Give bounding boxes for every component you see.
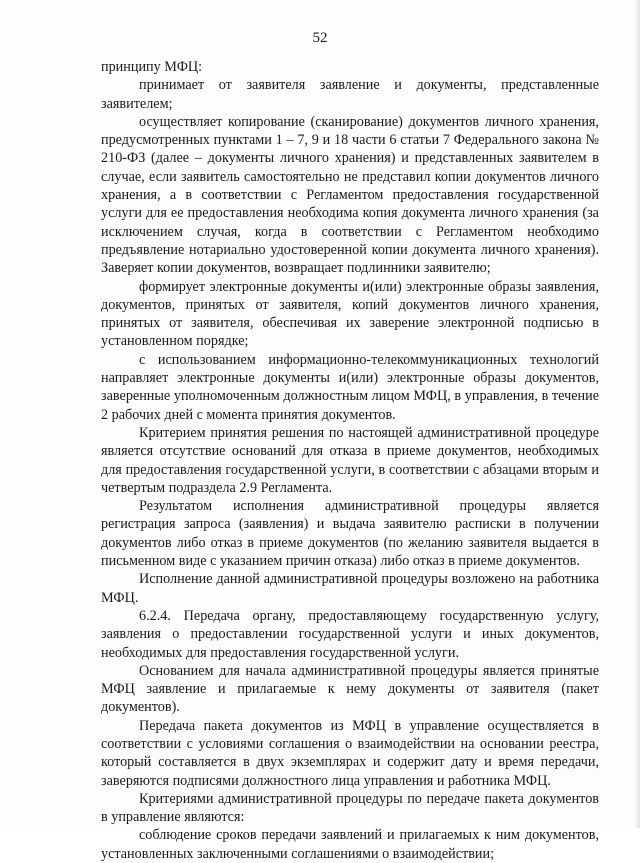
page-edge-shadow <box>634 0 640 828</box>
paragraph-11: Передача пакета документов из МФЦ в управление осуществляется в соответствии с условиями соглашения о взаимодействии на основании реестра, который составляется в двух экземплярах и содержит дату и время передачи, заверяются подписями должностного лица управления и работника МФЦ. <box>101 717 599 789</box>
document-body <box>101 58 599 863</box>
page-number: 52 <box>312 30 328 46</box>
paragraph-8: Исполнение данной административной процедуры возложено на работника МФЦ. <box>101 571 599 606</box>
paragraph-1: принципу МФЦ: <box>101 59 203 75</box>
paragraph-13: соблюдение сроков передачи заявлений и прилагаемых к ним документов, установленных заключенными соглашениями о взаимодействии; <box>101 827 599 862</box>
paragraph-12: Критериями административной процедуры по передаче пакета документов в управление являются: <box>101 790 599 826</box>
paragraph-6: Критерием принятия решения по настоящей административной процедуре является отсутствие оснований для отказа в приеме документов, необходимых для предоставления государственной услуги, в соответствии с абзацами вторым и четвертым подраздела 2.9 Регламента. <box>101 424 599 496</box>
paragraph-10: Основанием для начала административной процедуры является принятые МФЦ заявление и прилагаемые к нему документы от заявителя (пакет документов). <box>101 662 599 716</box>
paragraph-3: осуществляет копирование (сканирование) документов личного хранения, предусмотренных пунктами 1 – 7, 9 и 18 части 6 статьи 7 Федерального закона № 210-ФЗ (далее – документы личного хранения) и представленных заявителем в случае, если заявитель самостоятельно не представил копии документов личного хранения, а в соответствии с Регламентом предоставления государственной услуги для ее предоставления необходима копия документа личного хранения (за исключением случая, когда в соответствии с Регламентом необходимо предъявление нотариально удостоверенной копии документа личного хранения). Заверяет копии документов, возвращает подлинники заявителю; <box>101 113 599 277</box>
paragraph-9: 6.2.4. Передача органу, предоставляющему государственную услугу, заявления о предоставлении государственной услуги и иных документов, необходимых для предоставления государственной услуги. <box>101 607 599 661</box>
paragraph-5: с использованием информационно-телекоммуникационных технологий направляет электронные документы и(или) электронные образы документов, заверенные уполномоченным должностным лицом МФЦ, в управления, в течение 2 рабочих дней с момента принятия документов. <box>101 351 599 423</box>
paragraph-2: принимает от заявителя заявление и документы, представленные заявителем; <box>101 77 599 112</box>
paragraph-4: формирует электронные документы и(или) электронные образы заявления, документов, принятых от заявителя, копий документов личного хранения, принятых от заявителя, обеспечивая их заверение электронной подписью в установленном порядке; <box>101 278 599 350</box>
paragraph-7: Результатом исполнения административной процедуры является регистрация запроса (заявления) и выдача заявителю расписки в получении документов либо отказ в приеме документов (по желанию заявителя выдается в письменном виде с указанием причин отказа) либо отказ в приеме документов. <box>101 498 599 570</box>
